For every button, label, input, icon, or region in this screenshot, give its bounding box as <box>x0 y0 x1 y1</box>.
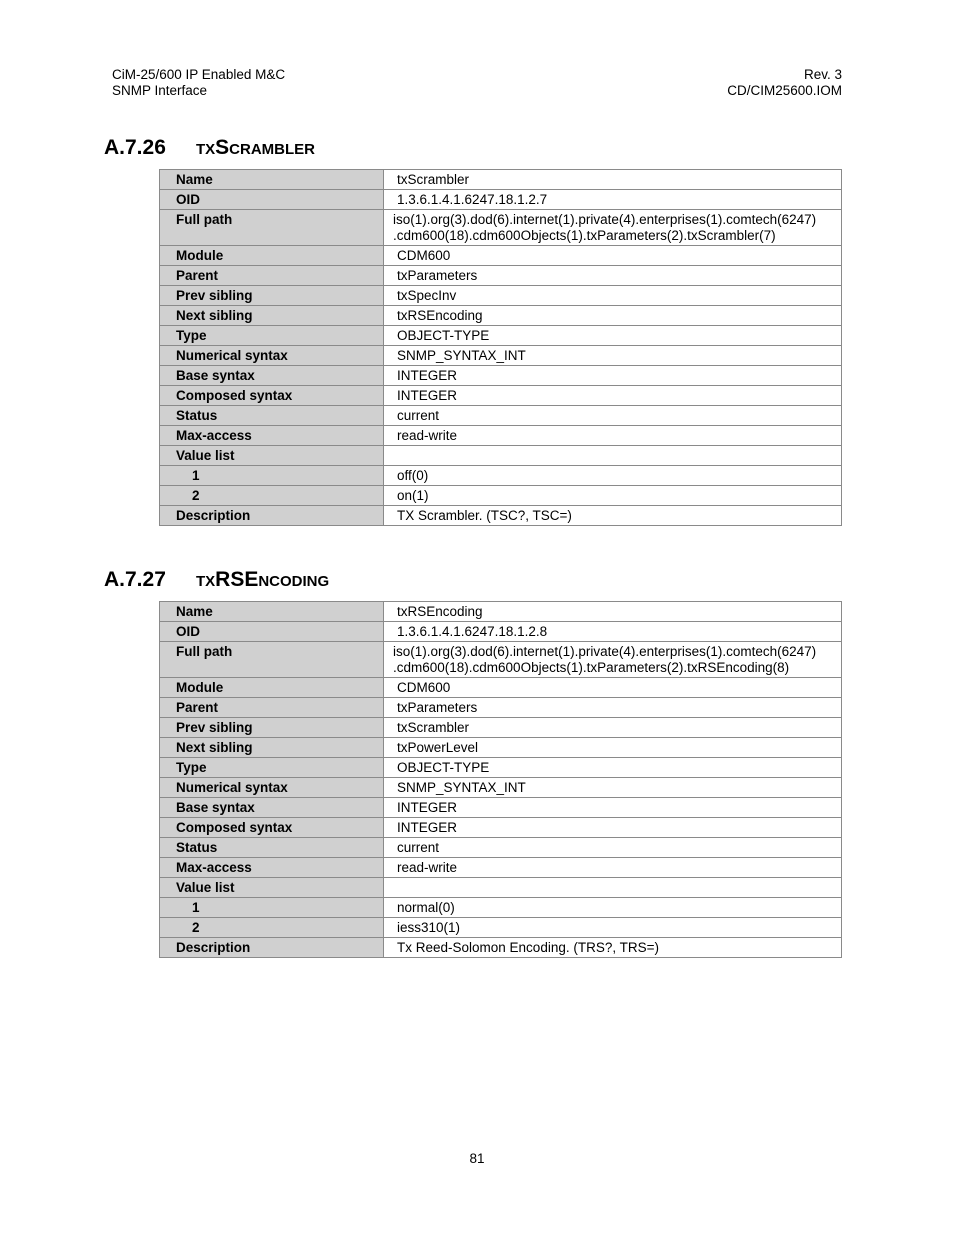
field-label: Module <box>160 246 384 266</box>
field-label: Description <box>160 506 384 526</box>
header-left <box>112 67 285 99</box>
table-row <box>160 642 842 678</box>
field-label: Max-access <box>160 858 384 878</box>
section-number: A.7.27 <box>104 568 166 591</box>
table-row <box>160 210 842 246</box>
field-label: 2 <box>160 486 384 506</box>
table-row <box>160 798 842 818</box>
table-row <box>160 446 842 466</box>
table-row <box>160 170 842 190</box>
field-value: INTEGER <box>384 366 842 386</box>
table-row <box>160 306 842 326</box>
field-label: Parent <box>160 698 384 718</box>
field-value <box>384 446 842 466</box>
field-value: INTEGER <box>384 798 842 818</box>
table-row <box>160 366 842 386</box>
field-label: Status <box>160 838 384 858</box>
field-value: 1.3.6.1.4.1.6247.18.1.2.7 <box>384 190 842 210</box>
header-right <box>727 67 842 99</box>
mib-object-table <box>159 601 842 958</box>
table-row <box>160 858 842 878</box>
header-revision: Rev. 3 <box>803 67 842 82</box>
field-value: iso(1).org(3).dod(6).internet(1).private(4).enterprises(1).comtech(6247) .cdm600(18).cdm600Objects(1).txParameters(2).txRSEncoding(8) <box>384 642 842 678</box>
field-label: Value list <box>160 446 384 466</box>
field-value: current <box>384 838 842 858</box>
mib-object-table <box>159 169 842 526</box>
field-value: iess310(1) <box>384 918 842 938</box>
field-label: Type <box>160 758 384 778</box>
field-label: Numerical syntax <box>160 346 384 366</box>
field-value: normal(0) <box>384 898 842 918</box>
table-row <box>160 818 842 838</box>
section-heading <box>104 568 329 592</box>
table-row <box>160 622 842 642</box>
table-row <box>160 698 842 718</box>
field-value: INTEGER <box>384 386 842 406</box>
section-heading <box>104 136 315 160</box>
field-value: SNMP_SYNTAX_INT <box>384 778 842 798</box>
table-row <box>160 718 842 738</box>
field-label: Type <box>160 326 384 346</box>
field-value: off(0) <box>384 466 842 486</box>
field-value: SNMP_SYNTAX_INT <box>384 346 842 366</box>
header-product: CiM-25/600 IP Enabled M&C <box>112 67 286 82</box>
field-value: CDM600 <box>384 246 842 266</box>
field-label: Description <box>160 938 384 958</box>
table-row <box>160 426 842 446</box>
field-label: Prev sibling <box>160 286 384 306</box>
field-value: Tx Reed-Solomon Encoding. (TRS?, TRS=) <box>384 938 842 958</box>
field-value: OBJECT-TYPE <box>384 758 842 778</box>
field-label: Full path <box>160 642 384 678</box>
field-label: Name <box>160 602 384 622</box>
table-row <box>160 678 842 698</box>
field-label: Value list <box>160 878 384 898</box>
field-value: iso(1).org(3).dod(6).internet(1).private(4).enterprises(1).comtech(6247) .cdm600(18).cdm600Objects(1).txParameters(2).txScrambler(7) <box>384 210 842 246</box>
field-label: Max-access <box>160 426 384 446</box>
table-row <box>160 738 842 758</box>
section-number: A.7.26 <box>104 136 166 159</box>
field-value: CDM600 <box>384 678 842 698</box>
header-doc-id: CD/CIM25600.IOM <box>727 83 842 98</box>
table-row <box>160 346 842 366</box>
table-row <box>160 878 842 898</box>
field-value: 1.3.6.1.4.1.6247.18.1.2.8 <box>384 622 842 642</box>
field-label: Status <box>160 406 384 426</box>
table-row <box>160 406 842 426</box>
table-row <box>160 486 842 506</box>
field-label: Composed syntax <box>160 386 384 406</box>
table-row <box>160 326 842 346</box>
field-label: Prev sibling <box>160 718 384 738</box>
table-row <box>160 386 842 406</box>
section-name: txScrambler <box>196 136 315 159</box>
field-value: txRSEncoding <box>384 602 842 622</box>
field-value: txScrambler <box>384 170 842 190</box>
field-value: read-write <box>384 426 842 446</box>
table-row <box>160 758 842 778</box>
field-value: txParameters <box>384 698 842 718</box>
field-value: read-write <box>384 858 842 878</box>
field-value: txScrambler <box>384 718 842 738</box>
field-value: current <box>384 406 842 426</box>
field-label: Name <box>160 170 384 190</box>
field-label: Base syntax <box>160 798 384 818</box>
table-row <box>160 918 842 938</box>
table-row <box>160 602 842 622</box>
table-row <box>160 266 842 286</box>
table-row <box>160 286 842 306</box>
field-label: Numerical syntax <box>160 778 384 798</box>
field-value: txSpecInv <box>384 286 842 306</box>
table-row <box>160 190 842 210</box>
table-row <box>160 898 842 918</box>
field-label: Base syntax <box>160 366 384 386</box>
field-label: Full path <box>160 210 384 246</box>
field-label: OID <box>160 622 384 642</box>
field-label: Parent <box>160 266 384 286</box>
table-row <box>160 838 842 858</box>
field-label: Composed syntax <box>160 818 384 838</box>
table-row <box>160 778 842 798</box>
field-label: Next sibling <box>160 738 384 758</box>
field-value: txRSEncoding <box>384 306 842 326</box>
header-subtitle: SNMP Interface <box>112 83 208 98</box>
table-row <box>160 938 842 958</box>
field-label: 2 <box>160 918 384 938</box>
field-value: OBJECT-TYPE <box>384 326 842 346</box>
field-label: 1 <box>160 466 384 486</box>
field-label: Module <box>160 678 384 698</box>
field-value: TX Scrambler. (TSC?, TSC=) <box>384 506 842 526</box>
table-row <box>160 246 842 266</box>
table-row <box>160 466 842 486</box>
field-value <box>384 878 842 898</box>
field-label: 1 <box>160 898 384 918</box>
table-row <box>160 506 842 526</box>
section-name: txRSEncoding <box>196 568 330 591</box>
field-label: Next sibling <box>160 306 384 326</box>
field-value: txPowerLevel <box>384 738 842 758</box>
field-value: INTEGER <box>384 818 842 838</box>
field-label: OID <box>160 190 384 210</box>
field-value: on(1) <box>384 486 842 506</box>
page-number: 81 <box>469 1151 485 1166</box>
field-value: txParameters <box>384 266 842 286</box>
